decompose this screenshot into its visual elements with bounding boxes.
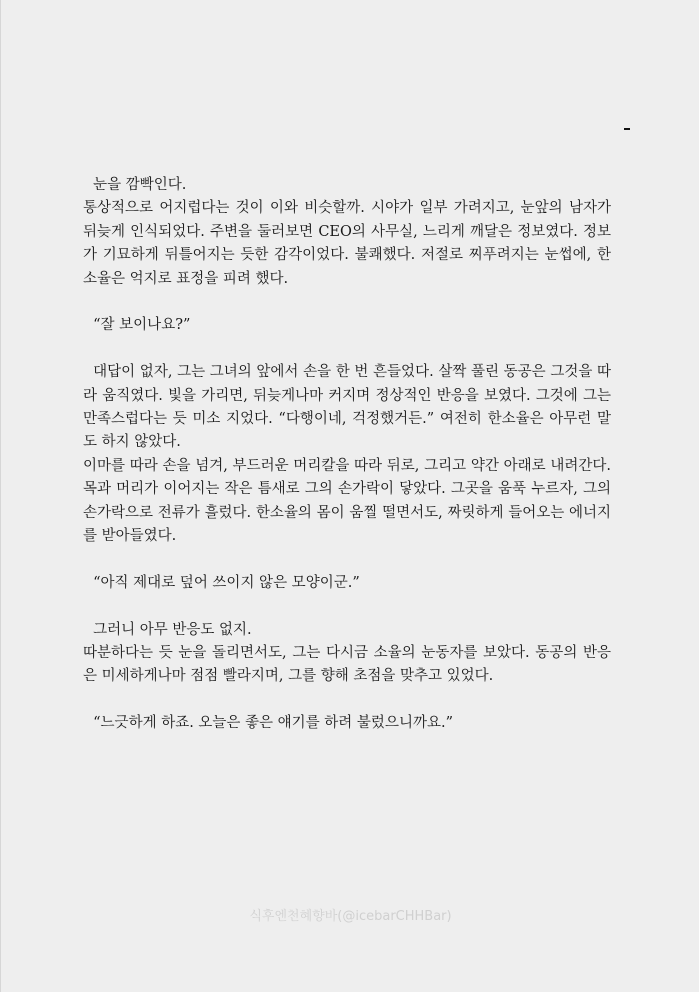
paragraph-gap <box>83 338 611 361</box>
dialogue-3: “느긋하게 하죠. 오늘은 좋은 얘기를 하려 불렀으니까요.” <box>93 715 453 732</box>
paragraph-gap <box>83 291 611 314</box>
dialogue-2: “아직 제대로 덮어 쓰이지 않은 모양이군.” <box>93 574 360 591</box>
paragraph-3: 대답이 없자, 그는 그녀의 앞에서 손을 한 번 흔들었다. 살짝 풀린 동공은 그것을 따라 움직였다. 빛을 가리면, 뒤늦게나마 커지며 정상적인 반응을 보였다. 그것에 그는 만족스럽다는 듯 미소 지었다. “다행이네, 걱정했거든.” 여전히 한소율은 아무런 말도 하지 않았다. <box>83 364 611 451</box>
page-mark <box>624 128 630 130</box>
paragraph-1: 눈을 깜빡인다. <box>93 177 187 193</box>
document-page <box>1 0 699 992</box>
paragraph-gap <box>83 595 611 618</box>
paragraph-2: 통상적으로 어지럽다는 것이 이와 비슷할까. 시야가 일부 가려지고, 눈앞의 남자가 뒤늦게 인식되었다. 주변을 둘러보면 CEO의 사무실, 느리게 깨달은 정보였다. 정보가 기묘하게 뒤틀어지는 듯한 감각이었다. 불쾌했다. 저절로 찌푸려지는 눈썹에, 한소율은 억지로 표정을 피려 했다. <box>83 200 611 287</box>
paragraph-6: 따분하다는 듯 눈을 돌리면서도, 그는 다시금 소율의 눈동자를 보았다. 동공의 반응은 미세하게나마 점점 빨라지며, 그를 향해 초점을 맞추고 있었다. <box>83 645 611 685</box>
author-watermark: 식후엔천혜향바(@icebarCHHBar) <box>249 909 452 924</box>
story-text <box>83 174 611 736</box>
paragraph-gap <box>83 548 611 571</box>
paragraph-4: 이마를 따라 손을 넘겨, 부드러운 머리칼을 따라 뒤로, 그리고 약간 아래로 내려간다. 목과 머리가 이어지는 작은 틈새로 그의 손가락이 닿았다. 그곳을 움푹 누르자, 그의 손가락으로 전류가 흘렀다. 한소율의 몸이 움찔 떨면서도, 짜릿하게 들어오는 에너지를 받아들였다. <box>83 457 611 545</box>
dialogue-1: “잘 보이나요?” <box>93 317 191 334</box>
paragraph-gap <box>83 689 611 712</box>
paragraph-5: 그러니 아무 반응도 없지. <box>93 621 252 638</box>
